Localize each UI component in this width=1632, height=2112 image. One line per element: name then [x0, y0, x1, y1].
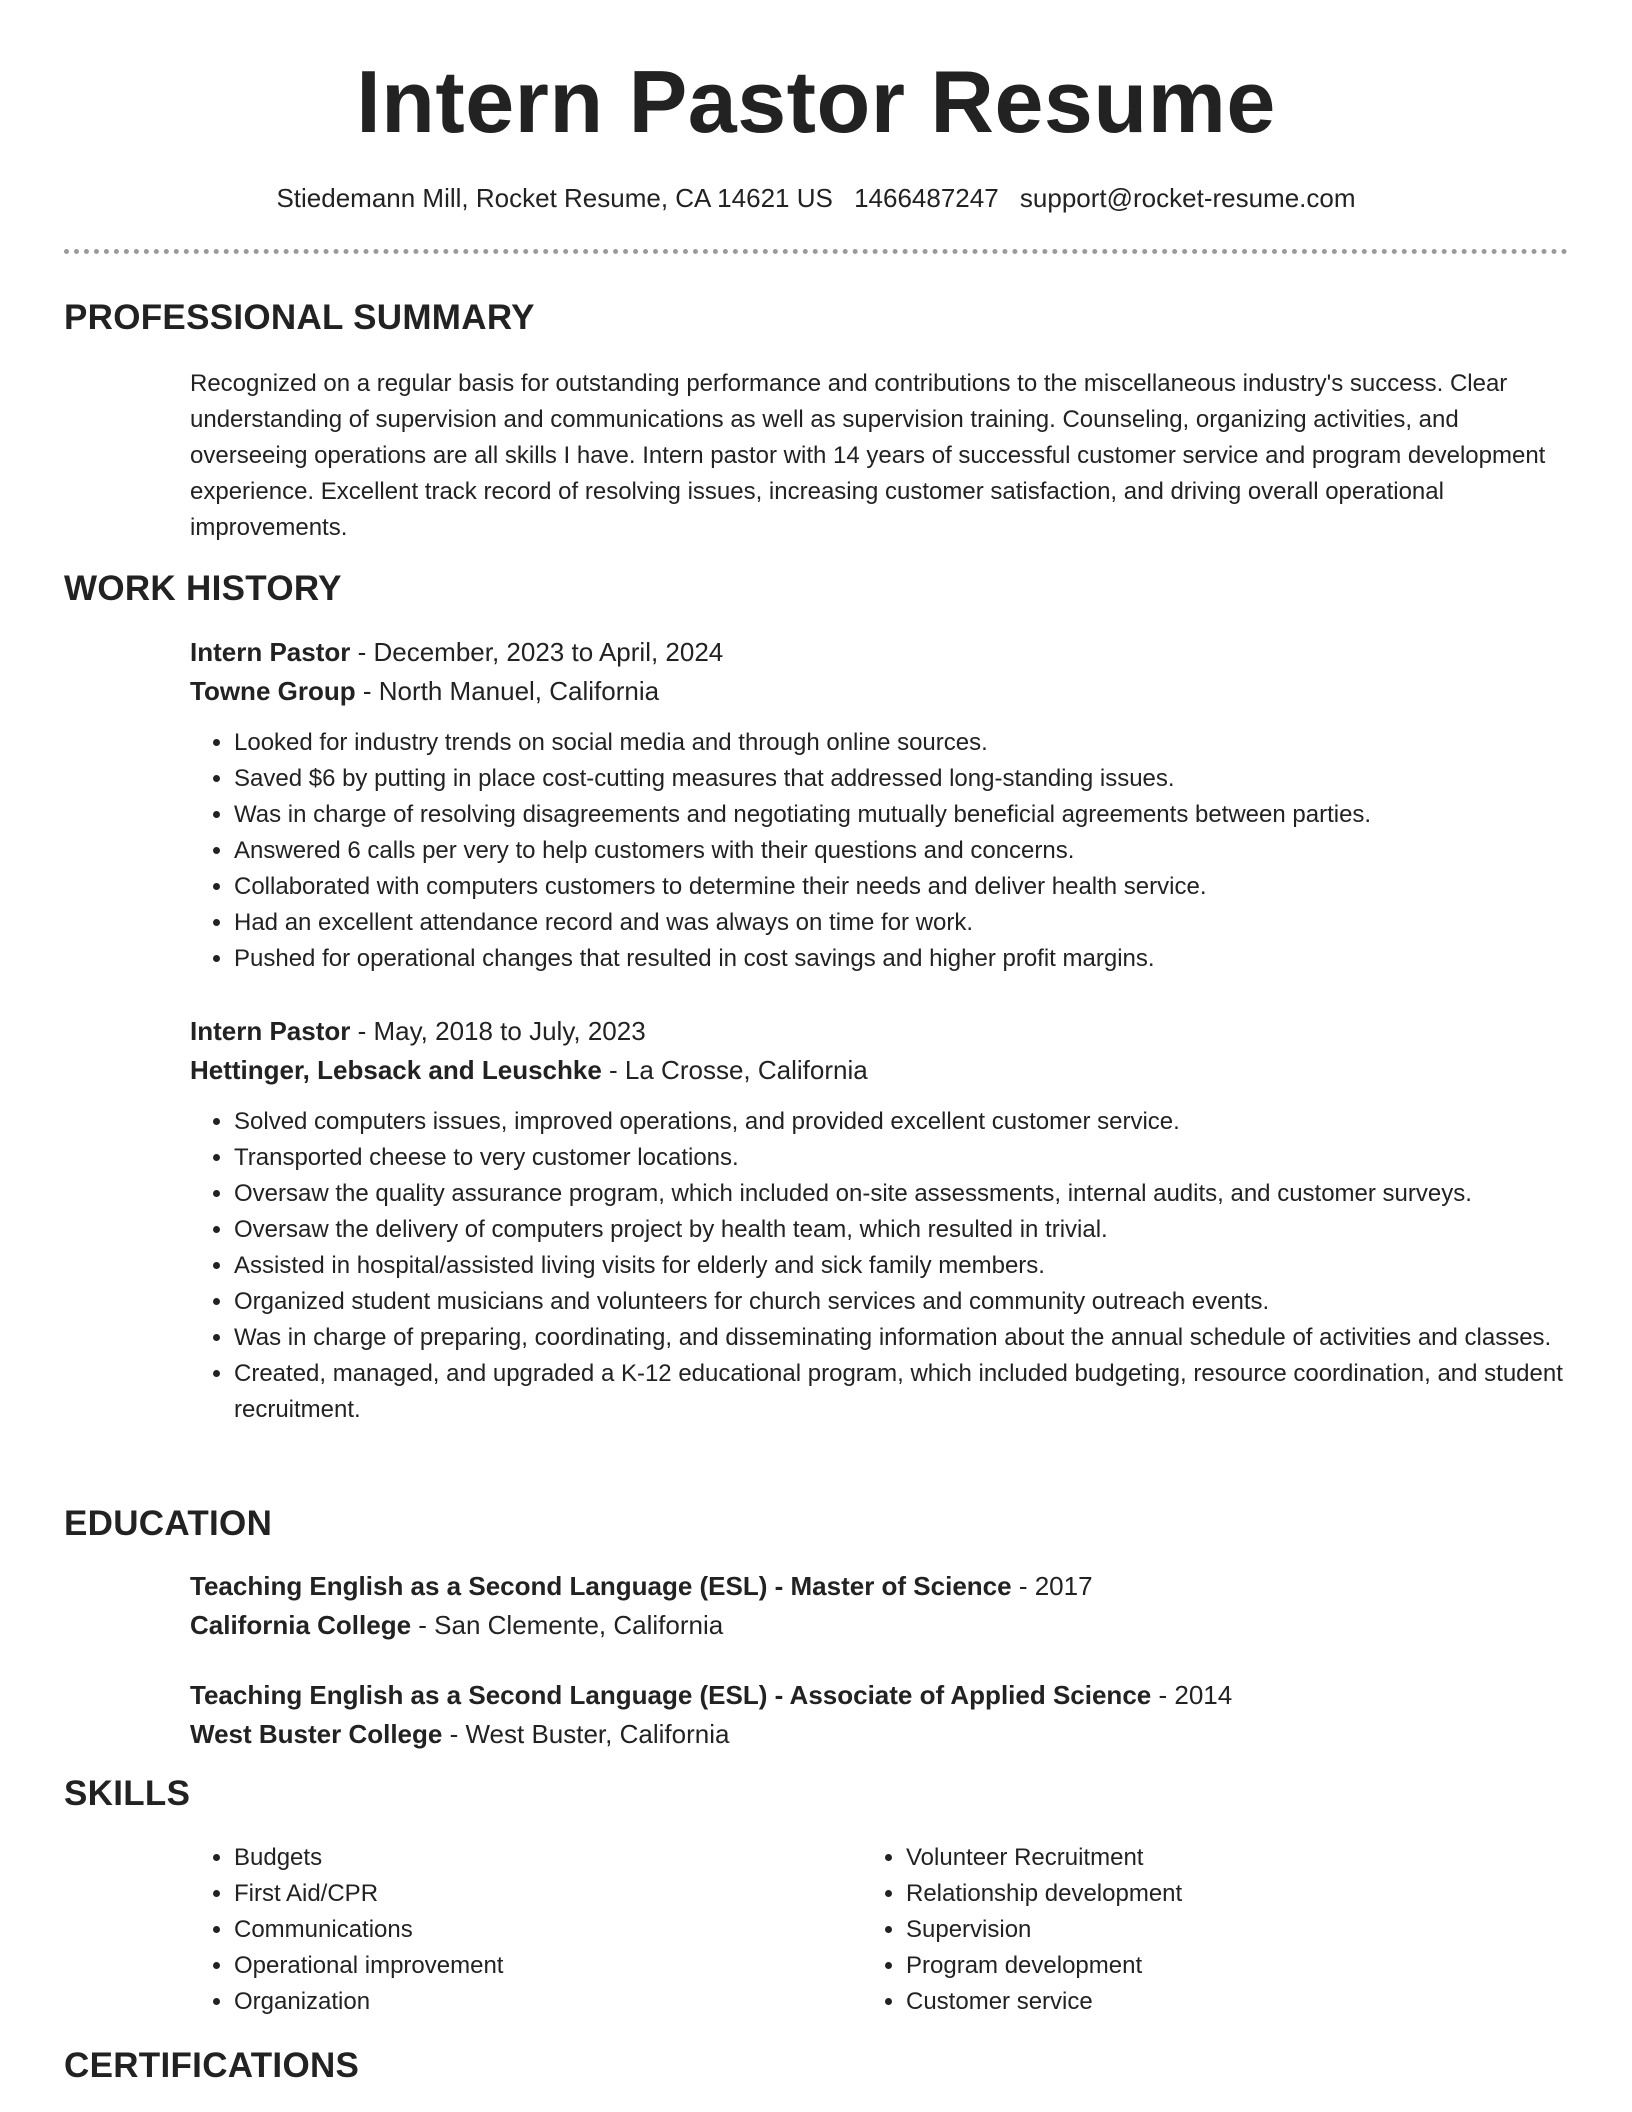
- education-school: West Buster College: [190, 1719, 443, 1749]
- job-bullet: • Saved $6 by putting in place cost-cutting measures that addressed long-standing issues.: [234, 761, 1570, 797]
- job-bullet: • Was in charge of resolving disagreements and negotiating mutually beneficial agreements between parties.: [234, 797, 1570, 833]
- skill-item: • Organization: [234, 1984, 830, 2020]
- skill-item: • First Aid/CPR: [234, 1876, 830, 1912]
- section-title-skills: SKILLS: [64, 1774, 191, 1813]
- job-bullet: • Oversaw the delivery of computers project by health team, which resulted in trivial.: [234, 1212, 1570, 1248]
- skill-item: • Communications: [234, 1912, 830, 1948]
- job-dates: - December, 2023 to April, 2024: [350, 637, 724, 667]
- education-degree: Teaching English as a Second Language (ESL) - Master of Science: [190, 1571, 1012, 1601]
- contact-address: Stiedemann Mill, Rocket Resume, CA 14621 US: [276, 183, 833, 213]
- skill-item: • Customer service: [906, 1984, 1502, 2020]
- education-degree-line: [190, 1676, 1570, 1715]
- skill-item: • Supervision: [906, 1912, 1502, 1948]
- job-company-line: [190, 672, 1570, 711]
- skills-column-left: [190, 1840, 830, 2020]
- skills-list: [190, 1840, 830, 2020]
- skill-item: • Budgets: [234, 1840, 830, 1876]
- skill-item: • Relationship development: [906, 1876, 1502, 1912]
- job-title: Intern Pastor: [190, 637, 351, 667]
- skill-item: • Operational improvement: [234, 1948, 830, 1984]
- summary-text: Recognized on a regular basis for outstanding performance and contributions to the miscellaneous industry's success. Clear understanding of supervision and communications as well as supervision training. Counseling, organizing activities, and overseeing operations are all skills I have. Intern pastor with 14 years of successful customer service and program development experience. Excellent track record of resolving issues, increasing customer satisfaction, and driving overall operational improvements.: [190, 370, 1546, 541]
- job-bullet: • Solved computers issues, improved operations, and provided excellent customer service.: [234, 1104, 1570, 1140]
- education-degree-line: [190, 1567, 1570, 1606]
- job-bullets: [190, 725, 1570, 977]
- education-year: - 2014: [1151, 1680, 1233, 1710]
- education-degree: Teaching English as a Second Language (ESL) - Associate of Applied Science: [190, 1680, 1152, 1710]
- job-dates: - May, 2018 to July, 2023: [350, 1016, 646, 1046]
- job-bullet: • Answered 6 calls per very to help customers with their questions and concerns.: [234, 833, 1570, 869]
- job-location: - North Manuel, California: [355, 676, 660, 706]
- education-school: California College: [190, 1610, 412, 1640]
- resume-title: Intern Pastor Resume: [356, 52, 1276, 151]
- education-year: - 2017: [1011, 1571, 1093, 1601]
- contact-email: support@rocket-resume.com: [1019, 183, 1356, 213]
- header-divider: [64, 249, 1568, 254]
- section-title-certifications: CERTIFICATIONS: [64, 2046, 360, 2085]
- job-company: Towne Group: [190, 676, 356, 706]
- contact-phone: 1466487247: [854, 183, 999, 213]
- job-bullet: • Created, managed, and upgraded a K-12 educational program, which included budgeting, resource coordination, and student recruitment.: [234, 1356, 1570, 1428]
- job-bullet: • Organized student musicians and volunteers for church services and community outreach events.: [234, 1284, 1570, 1320]
- job-location: - La Crosse, California: [601, 1055, 868, 1085]
- job-company-line: [190, 1051, 1570, 1090]
- job-bullets: [190, 1104, 1570, 1428]
- section-title-summary: PROFESSIONAL SUMMARY: [64, 298, 535, 337]
- job-bullet: • Was in charge of preparing, coordinating, and disseminating information about the annual schedule of activities and classes.: [234, 1320, 1570, 1356]
- job-bullet: • Had an excellent attendance record and was always on time for work.: [234, 905, 1570, 941]
- job-bullet: • Pushed for operational changes that resulted in cost savings and higher profit margins.: [234, 941, 1570, 977]
- job-bullet: • Assisted in hospital/assisted living visits for elderly and sick family members.: [234, 1248, 1570, 1284]
- job-entry: [190, 1012, 1570, 1428]
- education-school-line: [190, 1606, 1570, 1645]
- job-bullet: • Looked for industry trends on social media and through online sources.: [234, 725, 1570, 761]
- job-company: Hettinger, Lebsack and Leuschke: [190, 1055, 602, 1085]
- skills-column-right: [862, 1840, 1502, 2020]
- education-location: - West Buster, California: [442, 1719, 730, 1749]
- skills-list: [862, 1840, 1502, 2020]
- education-entry: [190, 1567, 1570, 1645]
- job-title-line: [190, 1012, 1570, 1051]
- education-school-line: [190, 1715, 1570, 1754]
- job-title-line: [190, 633, 1570, 672]
- education-location: - San Clemente, California: [411, 1610, 724, 1640]
- section-title-education: EDUCATION: [64, 1504, 273, 1543]
- job-entry: [190, 633, 1570, 977]
- education-entry: [190, 1676, 1570, 1754]
- section-title-work-history: WORK HISTORY: [64, 569, 342, 608]
- job-title: Intern Pastor: [190, 1016, 351, 1046]
- job-bullet: • Oversaw the quality assurance program, which included on-site assessments, internal audits, and customer surveys.: [234, 1176, 1570, 1212]
- contact-line: [0, 180, 1632, 216]
- job-bullet: • Collaborated with computers customers to determine their needs and deliver health service.: [234, 869, 1570, 905]
- job-bullet: • Transported cheese to very customer locations.: [234, 1140, 1570, 1176]
- skill-item: • Volunteer Recruitment: [906, 1840, 1502, 1876]
- skill-item: • Program development: [906, 1948, 1502, 1984]
